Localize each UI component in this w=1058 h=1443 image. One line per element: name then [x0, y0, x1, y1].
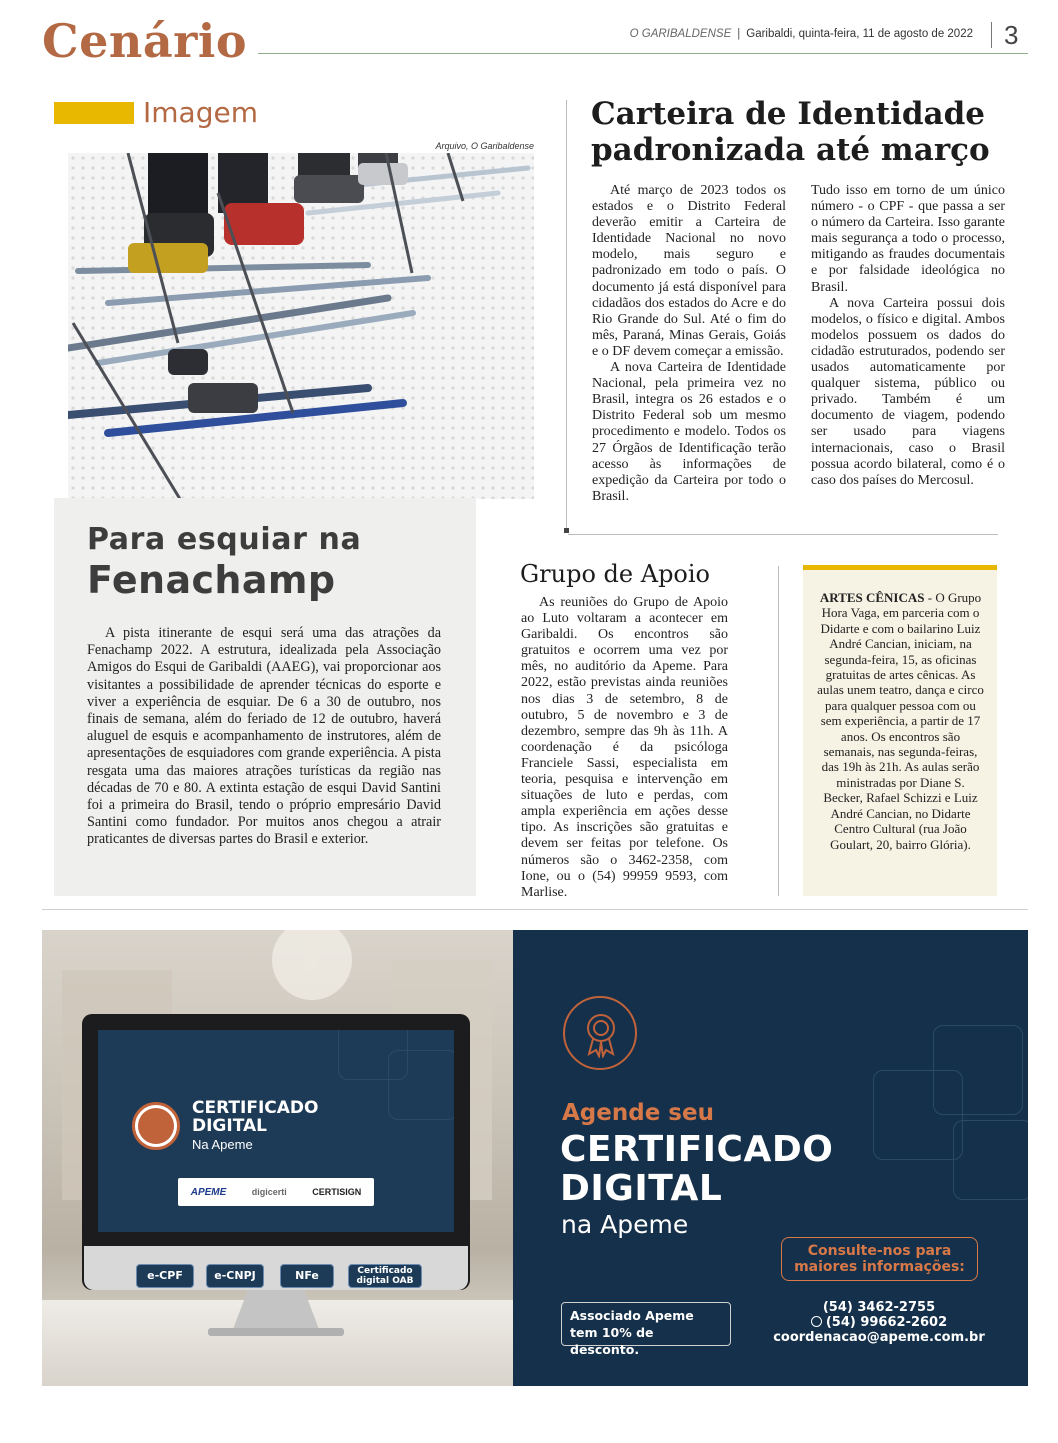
screen-title-line2: DIGITAL [192, 1116, 267, 1136]
artes-head: ARTES CÊNICAS [819, 590, 925, 605]
chip-oab-line2: digital OAB [356, 1276, 414, 1286]
phone-2-row [772, 1315, 986, 1330]
ski-photo [68, 153, 534, 499]
screen-title-line1: CERTIFICADO [192, 1098, 319, 1118]
consulte-line1: Consulte-nos para [807, 1243, 952, 1259]
certificate-badge-icon [563, 996, 637, 1070]
chip-oab-line1: Certificado [357, 1266, 413, 1276]
certificate-badge-inner [138, 1108, 174, 1144]
apeme-logo: APEME [190, 1186, 227, 1198]
whatsapp-icon [811, 1316, 822, 1327]
grupo-body: As reuniões do Grupo de Apoio ao Luto voltaram a acontecer em Garibaldi. Os encontros são gratuitos e ocorrem uma vez por mês, no auditório da Apeme. Para 2022, estão previstas ainda reuniões nos dias 3 de setembro, 8 de outubro, 5 de novembro e 3 de dezembro, sempre das 9h às 11h. A coordenação é da psicóloga Franciele Sassi, especialista em teoria, pesquisa e intervenção em situações de luto e perdas, com ampla experiência em ações desse tipo. As inscrições são gratuitas e devem ser feitas por telefone. Os números são o 3462-2358, com Ione, ou o (54) 99959 9593, com Marlise. [521, 595, 728, 900]
discount-box: Associado Apeme tem 10% de desconto. [561, 1302, 731, 1346]
grupo-headline: Grupo de Apoio [520, 560, 711, 588]
dateline [630, 28, 973, 40]
page-number-divider [991, 22, 992, 48]
chip-nfe: NFe [280, 1264, 334, 1288]
column-divider-dot [564, 528, 569, 533]
phone-2: (54) 99662-2602 [825, 1315, 948, 1330]
dateline-separator: | [737, 28, 741, 40]
carteira-paragraph: Tudo isso em torno de um único número - o CPF - que passa a ser o número da Carteira. Isso garante mais segurança a todo o processo, mitigando as fraudes documentais e por falsidade ideológica no Brasil. [811, 183, 1005, 295]
chip-oab [348, 1264, 422, 1288]
screen-subtitle: Na Apeme [192, 1137, 253, 1152]
screen-title [192, 1099, 318, 1135]
email: coordenacao@apeme.com.br [773, 1330, 985, 1345]
carteira-column-2 [811, 183, 1005, 489]
carteira-paragraph: A nova Carteira possui dois modelos, o físico e digital. Ambos modelos possuem os dados do cidadão estruturados, podendo ser usados automaticamente por qualquer sistema, público ou privado. Também é um documento de viagem, podendo ser usado para viagens internacionais, caso o Brasil possua acordo bilateral, como é o caso dos países do Mercosul. [811, 295, 1005, 488]
contact-info [772, 1300, 986, 1345]
date-text: Garibaldi, quinta-feira, 11 de agosto de 2022 [746, 28, 973, 40]
decorative-square [388, 1050, 454, 1120]
carteira-bottom-rule [568, 534, 998, 535]
fenachamp-title-line2: Fenachamp [87, 558, 336, 602]
imagem-label: Imagem [143, 96, 258, 129]
section-title: Cenário [42, 14, 248, 68]
ad-headline-line2: DIGITAL [560, 1168, 723, 1209]
paper-name: O GARIBALDENSE [629, 28, 732, 40]
ad-agende: Agende seu [562, 1100, 714, 1126]
column-divider [566, 100, 567, 528]
consulte-box [781, 1237, 978, 1281]
column-divider [778, 566, 779, 896]
fenachamp-body: A pista itinerante de esqui será uma das atrações da Fenachamp 2022. A estrutura, idealizada pela Associação Amigos do Esqui de Garibaldi (AAEG), vai proporcionar aos visitantes a possibilidade de aprender técnicas do esporte e viver a experiência de esquiar. De 6 a 30 de outubro, nos finais de semana, além do feriado de 12 de outubro, haverá aluguel de esquis e acompanhamento de instrutores, além de apresentações de esquiadores com grande experiência. A pista resgata uma das maiores atrações turísticas da região nas décadas de 70 e 80. A extinta estação de esqui David Santini foi a primeira do Brasil, tendo o próprio empresário David Santini como fundador. Por muitos anos chegou a atrair praticantes de diversas partes do Brasil e exterior. [87, 625, 441, 848]
ski-photo-illustration [68, 153, 534, 499]
certisign-logo: CERTISIGN [312, 1187, 362, 1197]
header-rule [258, 53, 1028, 54]
imagem-accent-bar [54, 102, 134, 124]
ad-headline-line1: CERTIFICADO [560, 1129, 834, 1170]
monitor-stand-base [208, 1328, 344, 1336]
phone-1: (54) 3462-2755 [822, 1300, 936, 1315]
carteira-headline-line2: padronizada até março [591, 132, 990, 168]
rosette-icon [581, 1010, 621, 1058]
photo-credit: Arquivo, O Garibaldense [435, 141, 534, 151]
artes-body [815, 590, 986, 852]
page-number: 3 [1004, 20, 1019, 50]
carteira-column-1 [592, 183, 786, 505]
chip-ecnpj: e-CNPJ [206, 1264, 264, 1288]
decorative-square [873, 1070, 963, 1160]
carteira-headline [591, 96, 1011, 168]
consulte-line2: maiores informações: [794, 1259, 965, 1275]
fenachamp-title-line1: Para esquiar na [87, 522, 362, 557]
carteira-paragraph: Até março de 2023 todos os estados e o Distrito Federal deverão emitir a Carteira de Identidade Nacional no novo modelo, mais seguro e padronizado em todo o país. O documento já está disponível para cidadãos dos estados do Acre e do Rio Grande do Sul. Até o fim do mês, Paraná, Minas Gerais, Goiás e o DF devem começar a emissão. [592, 183, 786, 359]
digicert-logo: digicerti [251, 1187, 287, 1197]
section-rule [42, 909, 1028, 910]
artes-text: - O Grupo Hora Vaga, em parceria com o Didarte e com o bailarino Luiz André Cancian, iniciam, na segunda-feira, 15, as oficinas gratuitas de artes cênicas. As aulas unem teatro, dança e circo para qualquer pessoa com ou sem experiência, a partir de 17 anos. Os encontros são semanais, nas segunda-feiras, das 19h às 21h. As aulas serão ministradas por Diane S. Becker, Rafael Schizzi e Luiz André Cancian, no Didarte Centro Cultural (rua João Goulart, 20, bairro Glória). [817, 590, 984, 852]
ad-na-apeme: na Apeme [561, 1210, 689, 1239]
partner-logos [178, 1178, 374, 1206]
carteira-paragraph: A nova Carteira de Identidade Nacional, pela primeira vez no Brasil, integra os 26 estados e o Distrito Federal sob um mesmo procedimento e modelo. Todos os 27 Órgãos de Identificação terão acesso às informações de expedição da Carteira por todo o Brasil. [592, 360, 786, 504]
carteira-headline-line1: Carteira de Identidade [591, 96, 986, 132]
decorative-square [953, 1120, 1028, 1200]
chip-ecpf: e-CPF [136, 1264, 194, 1288]
